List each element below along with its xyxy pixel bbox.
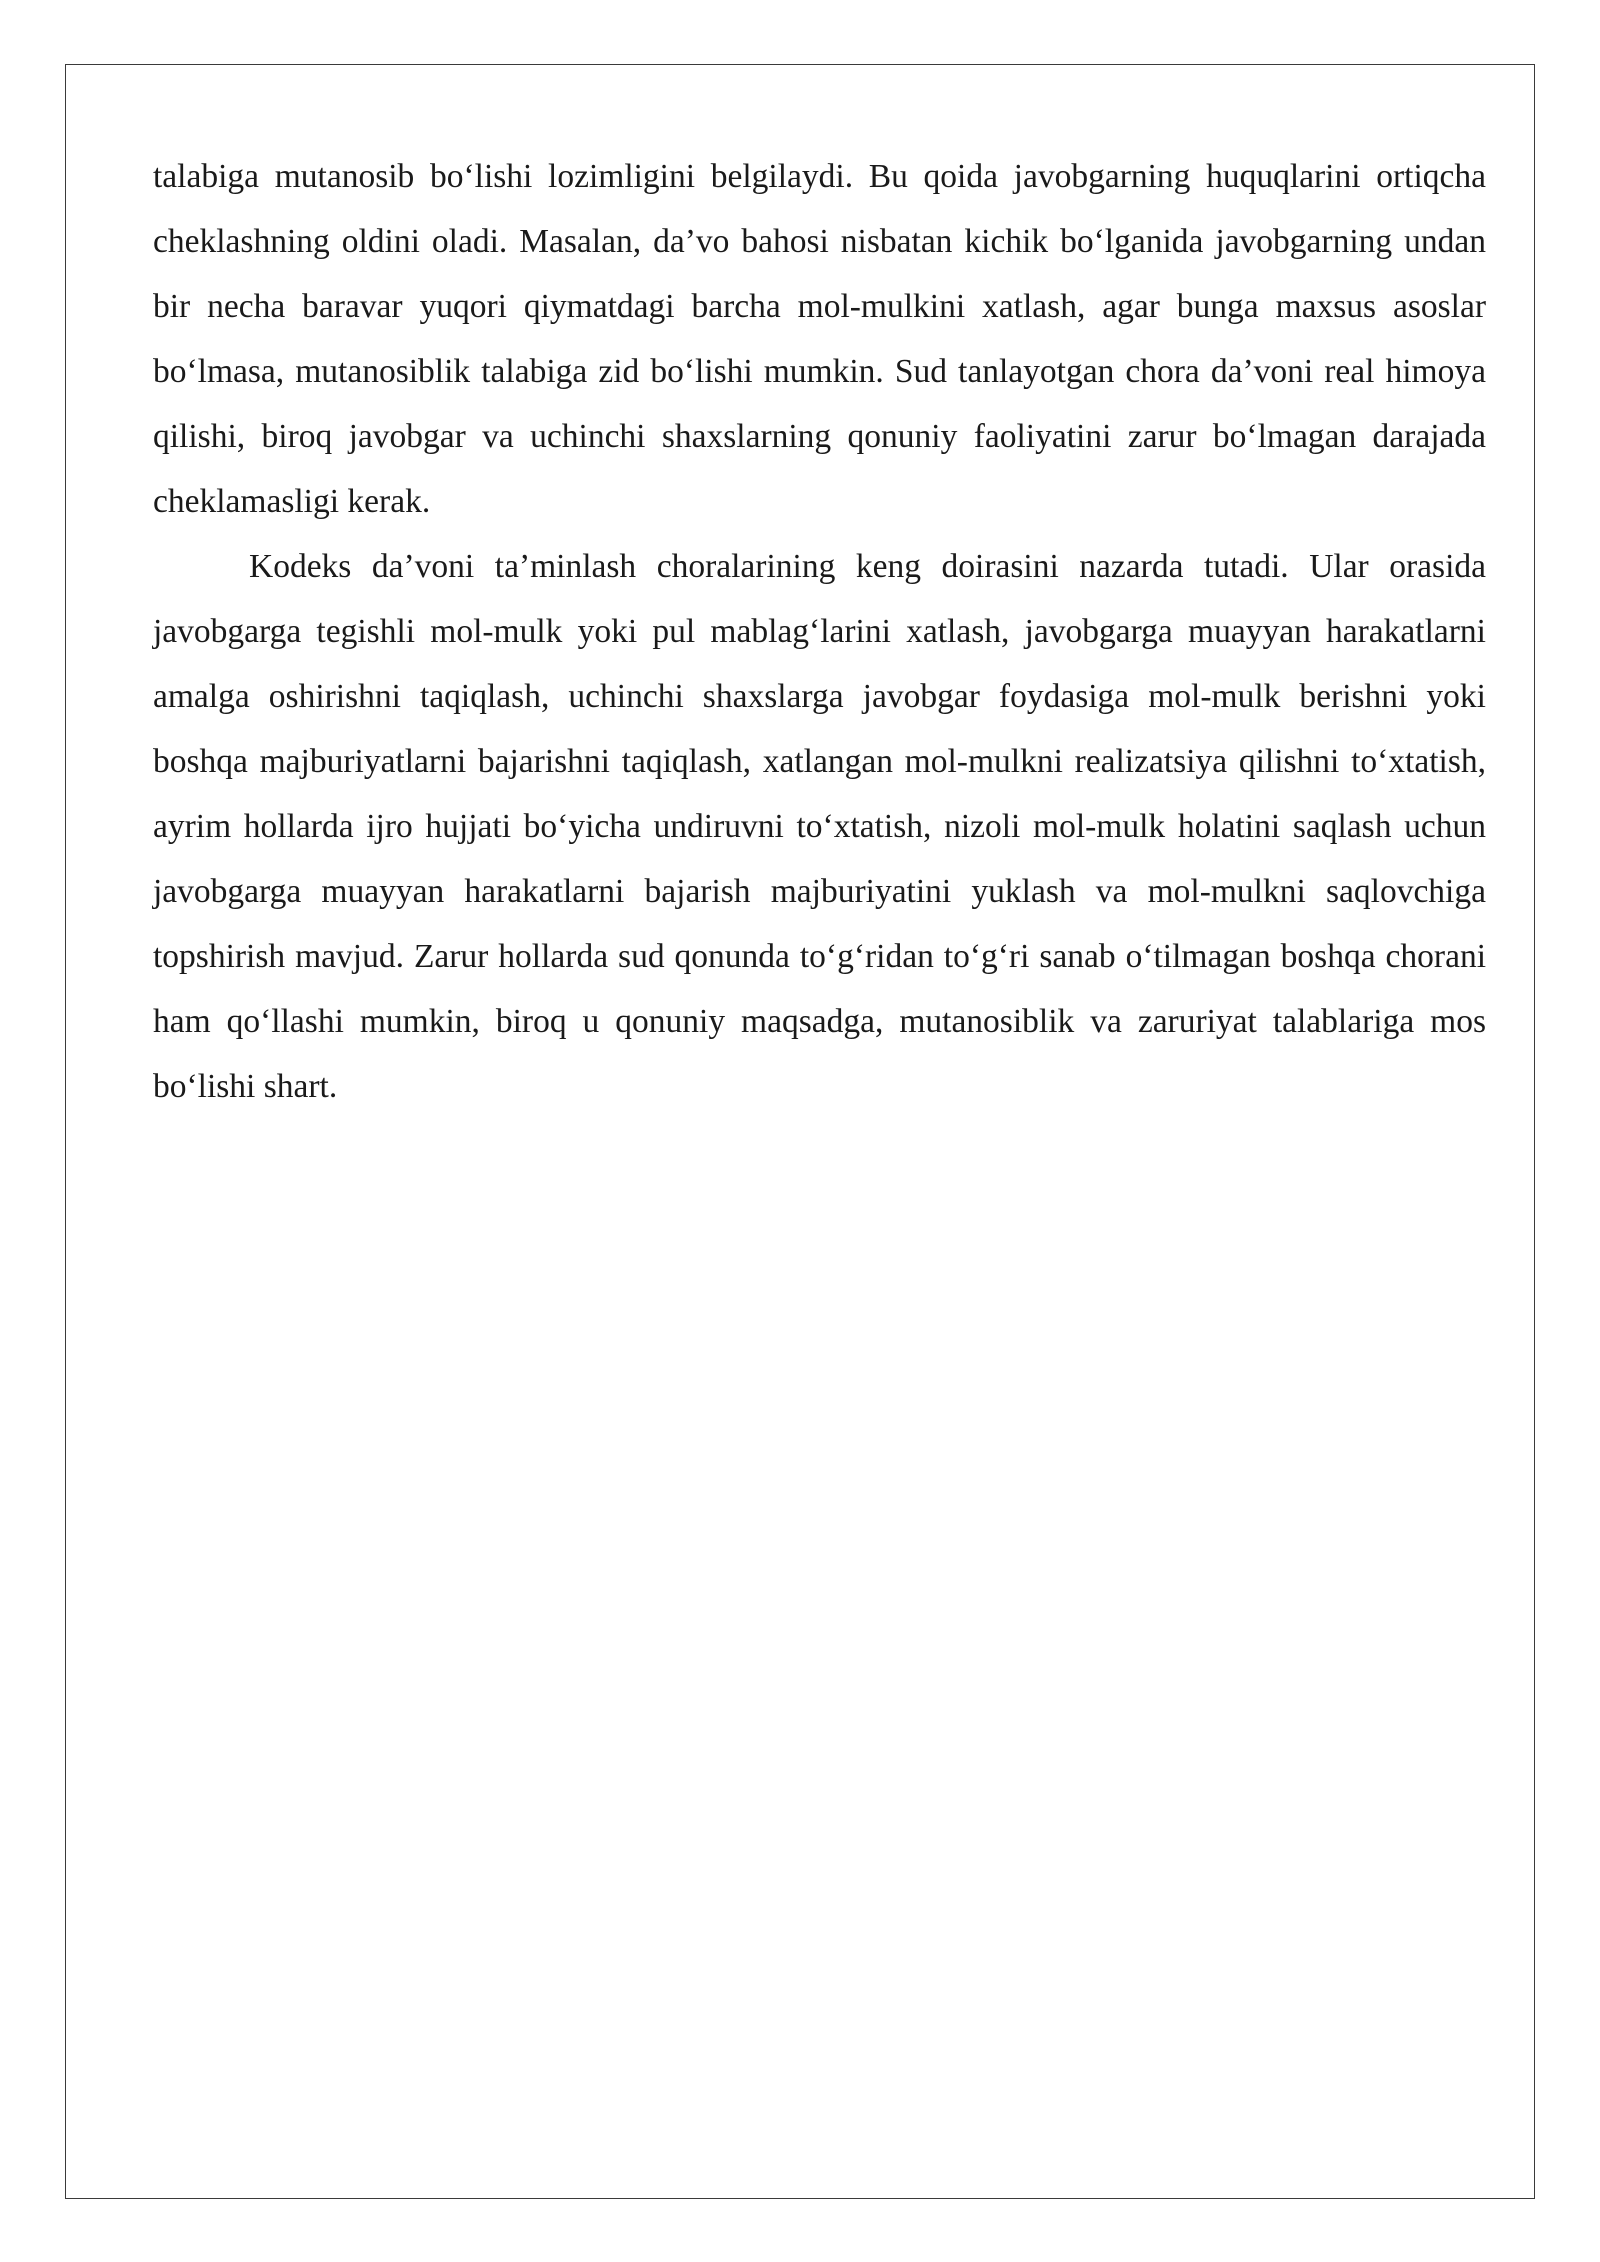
- paragraph-enforcement-measures: Kodeks da’voni ta’minlash choralarining keng doirasini nazarda tutadi. Ular orasida javobgarga tegishli mol-mulk yoki pul mablag‘larini xatlash, javobgarga muayyan harakatlarni amalga oshirishni taqiqlash, uchinchi shaxslarga javobgar foydasiga mol-mulk berishni yoki boshqa majburiyatlarni bajarishni taqiqlash, xatlangan mol-mulkni realizatsiya qilishni to‘xtatish, ayrim hollarda ijro hujjati bo‘yicha undiruvni to‘xtatish, nizoli mol-mulk holatini saqlash uchun javobgarga muayyan harakatlarni bajarish majburiyatini yuklash va mol-mulkni saqlovchiga topshirish mavjud. Zarur hollarda sud qonunda to‘g‘ridan to‘g‘ri sanab o‘tilmagan boshqa chorani ham qo‘llashi mumkin, biroq u qonuniy maqsadga, mutanosiblik va zaruriyat talablariga mos bo‘lishi shart.: [153, 548, 1486, 1105]
- paragraph-continuation: talabiga mutanosib bo‘lishi lozimligini belgilaydi. Bu qoida javobgarning huquqlarini ortiqcha cheklashning oldini oladi. Masalan, da’vo bahosi nisbatan kichik bo‘lganida javobgarning undan bir necha baravar yuqori qiymatdagi barcha mol-mulkini xatlash, agar bunga maxsus asoslar bo‘lmasa, mutanosiblik talabiga zid bo‘lishi mumkin. Sud tanlayotgan chora da’voni real himoya qilishi, biroq javobgar va uchinchi shaxslarning qonuniy faoliyatini zarur bo‘lmagan darajada cheklamasligi kerak.: [153, 158, 1486, 520]
- document-body: [153, 144, 1486, 1119]
